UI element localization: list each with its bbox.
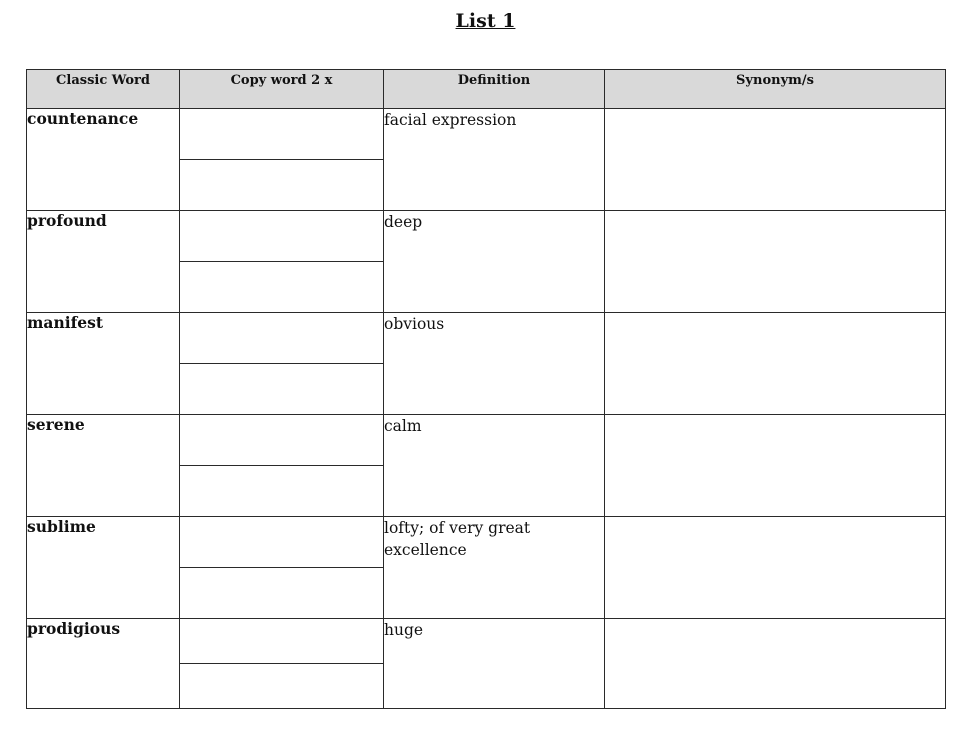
copy-word-field[interactable] (180, 664, 384, 709)
header-classic-word: Classic Word (27, 70, 180, 109)
definition-cell: facial expression (384, 109, 605, 211)
classic-word-cell: manifest (27, 313, 180, 415)
definition-cell: huge (384, 619, 605, 709)
classic-word-cell: serene (27, 415, 180, 517)
header-copy-word: Copy word 2 x (180, 70, 384, 109)
classic-word-cell: sublime (27, 517, 180, 619)
table-row (27, 109, 946, 160)
copy-word-field[interactable] (180, 109, 384, 160)
synonym-field[interactable] (605, 313, 946, 415)
definition-cell: obvious (384, 313, 605, 415)
table-row (27, 619, 946, 664)
table-row (27, 415, 946, 466)
synonym-field[interactable] (605, 211, 946, 313)
table-row (27, 211, 946, 262)
synonym-field[interactable] (605, 619, 946, 709)
classic-word-cell: prodigious (27, 619, 180, 709)
table-header-row (27, 70, 946, 109)
synonym-field[interactable] (605, 109, 946, 211)
copy-word-field[interactable] (180, 262, 384, 313)
classic-word-cell: countenance (27, 109, 180, 211)
synonym-field[interactable] (605, 415, 946, 517)
copy-word-field[interactable] (180, 415, 384, 466)
synonym-field[interactable] (605, 517, 946, 619)
header-synonyms: Synonym/s (605, 70, 946, 109)
copy-word-field[interactable] (180, 160, 384, 211)
table-row (27, 517, 946, 568)
copy-word-field[interactable] (180, 568, 384, 619)
classic-word-cell: profound (27, 211, 180, 313)
definition-cell: calm (384, 415, 605, 517)
copy-word-field[interactable] (180, 313, 384, 364)
page-title: List 1 (455, 10, 516, 32)
definition-cell: lofty; of very great excellence (384, 517, 605, 619)
copy-word-field[interactable] (180, 466, 384, 517)
copy-word-field[interactable] (180, 619, 384, 664)
copy-word-field[interactable] (180, 364, 384, 415)
vocabulary-table (26, 69, 946, 709)
copy-word-field[interactable] (180, 517, 384, 568)
table-row (27, 313, 946, 364)
header-definition: Definition (384, 70, 605, 109)
definition-cell: deep (384, 211, 605, 313)
copy-word-field[interactable] (180, 211, 384, 262)
